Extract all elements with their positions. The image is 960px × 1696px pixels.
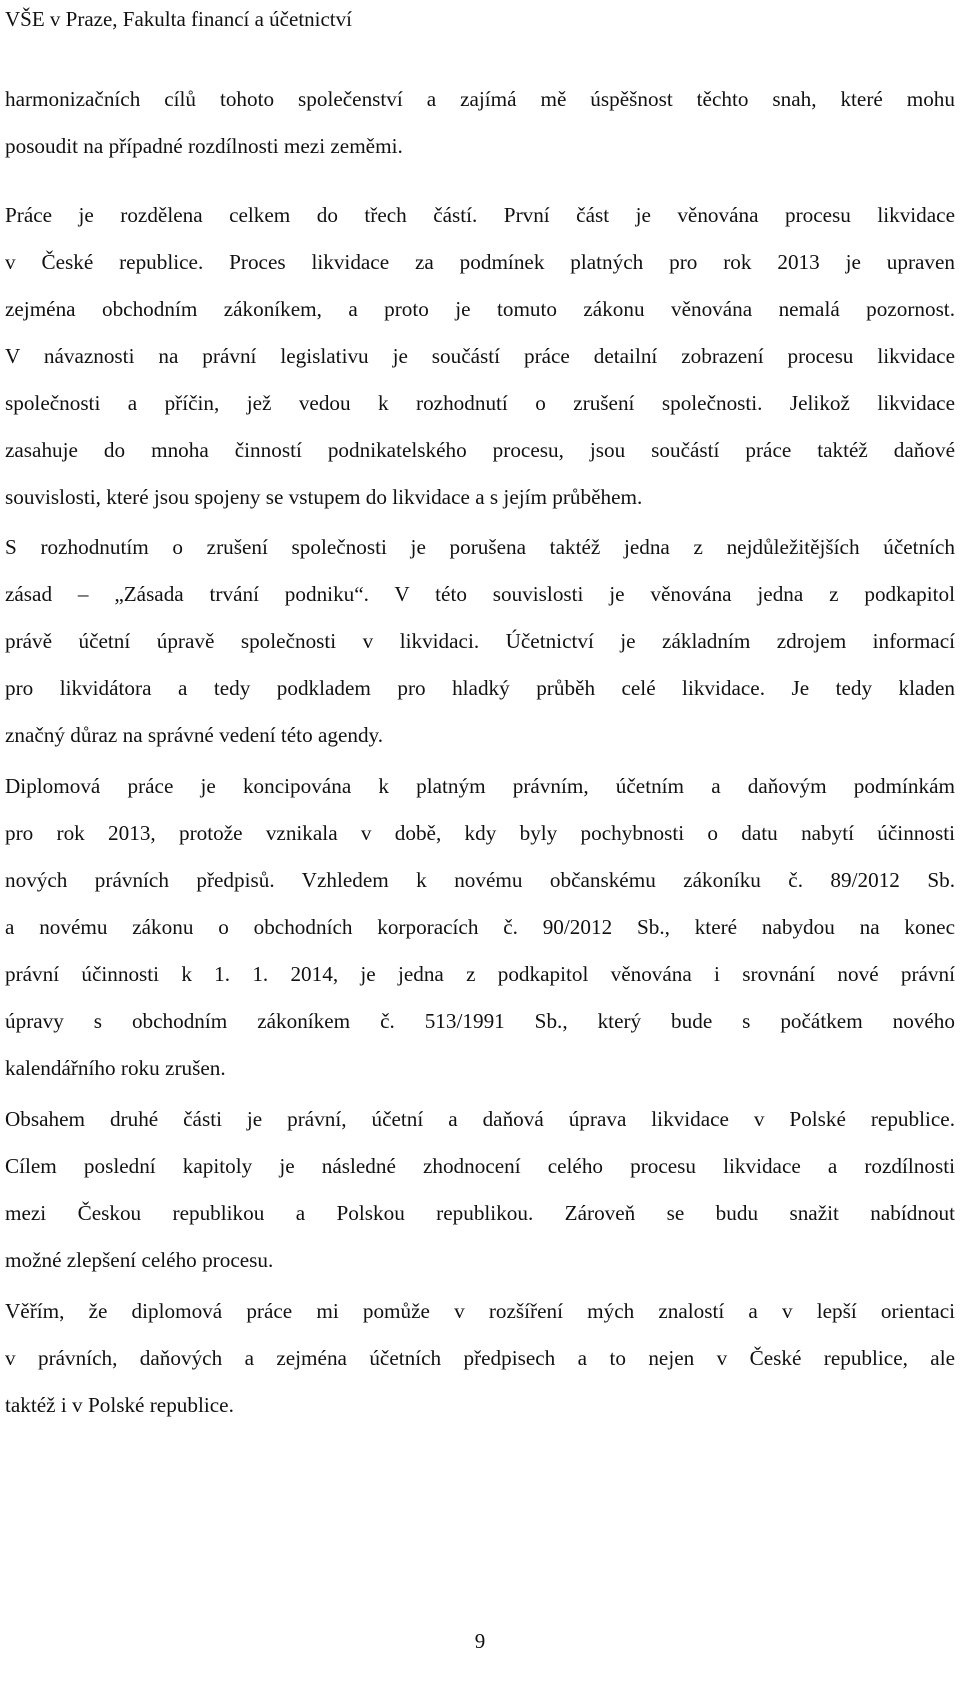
text-line: právě účetní úpravě společnosti v likvidaci. Účetnictví je základním zdrojem informací [5,629,955,653]
text-line: pro likvidátora a tedy podkladem pro hladký průběh celé likvidace. Je tedy kladen [5,676,955,700]
paragraph-1 [5,76,955,170]
text-line: souvislosti, které jsou spojeny se vstupem do likvidace a s jejím průběhem. [5,485,643,509]
text-line: Cílem poslední kapitoly je následné zhodnocení celého procesu likvidace a rozdílnosti [5,1154,955,1178]
paragraph-4 [5,763,955,1092]
paragraph-2 [5,192,955,521]
paragraph-6 [5,1288,955,1429]
paragraph-3 [5,524,955,759]
text-line: kalendářního roku zrušen. [5,1056,226,1080]
text-line: mezi Českou republikou a Polskou republikou. Zároveň se budu snažit nabídnout [5,1201,955,1225]
paragraph-5 [5,1096,955,1284]
body-text [5,76,955,1429]
text-line: taktéž i v Polské republice. [5,1393,234,1417]
text-line: v České republice. Proces likvidace za podmínek platných pro rok 2013 je upraven [5,250,955,274]
text-line: a novému zákonu o obchodních korporacích č. 90/2012 Sb., které nabydou na konec [5,915,955,939]
text-line: harmonizačních cílů tohoto společenství a zajímá mě úspěšnost těchto snah, které mohu [5,87,955,111]
text-line: možné zlepšení celého procesu. [5,1248,274,1272]
text-line: zejména obchodním zákoníkem, a proto je tomuto zákonu věnována nemalá pozornost. [5,297,955,321]
text-line: Diplomová práce je koncipována k platným právním, účetním a daňovým podmínkám [5,774,955,798]
text-line: zasahuje do mnoha činností podnikatelského procesu, jsou součástí práce taktéž daňové [5,438,955,462]
text-line: pro rok 2013, protože vznikala v době, kdy byly pochybnosti o datu nabytí účinnosti [5,821,955,845]
text-line: úpravy s obchodním zákoníkem č. 513/1991 Sb., který bude s počátkem nového [5,1009,955,1033]
text-line: v právních, daňových a zejména účetních předpisech a to nejen v České republice, ale [5,1346,955,1370]
text-line: Práce je rozdělena celkem do třech částí. První část je věnována procesu likvidace [5,203,955,227]
text-line: nových právních předpisů. Vzhledem k novému občanskému zákoníku č. 89/2012 Sb. [5,868,955,892]
text-line: S rozhodnutím o zrušení společnosti je porušena taktéž jedna z nejdůležitějších účetních [5,535,955,559]
page-header: VŠE v Praze, Fakulta financí a účetnictví [5,7,352,31]
text-line: právní účinnosti k 1. 1. 2014, je jedna z podkapitol věnována i srovnání nové právní [5,962,955,986]
text-line: V návaznosti na právní legislativu je součástí práce detailní zobrazení procesu likvidace [5,344,955,368]
text-line: značný důraz na správné vedení této agendy. [5,723,384,747]
text-line: Obsahem druhé části je právní, účetní a daňová úprava likvidace v Polské republice. [5,1107,955,1131]
text-line: Věřím, že diplomová práce mi pomůže v rozšíření mých znalostí a v lepší orientaci [5,1299,955,1323]
page-number: 9 [474,1629,486,1653]
text-line: společnosti a příčin, jež vedou k rozhodnutí o zrušení společnosti. Jelikož likvidace [5,391,955,415]
text-line: posoudit na případné rozdílnosti mezi zeměmi. [5,134,403,158]
text-line: zásad – „Zásada trvání podniku“. V této souvislosti je věnována jedna z podkapitol [5,582,955,606]
